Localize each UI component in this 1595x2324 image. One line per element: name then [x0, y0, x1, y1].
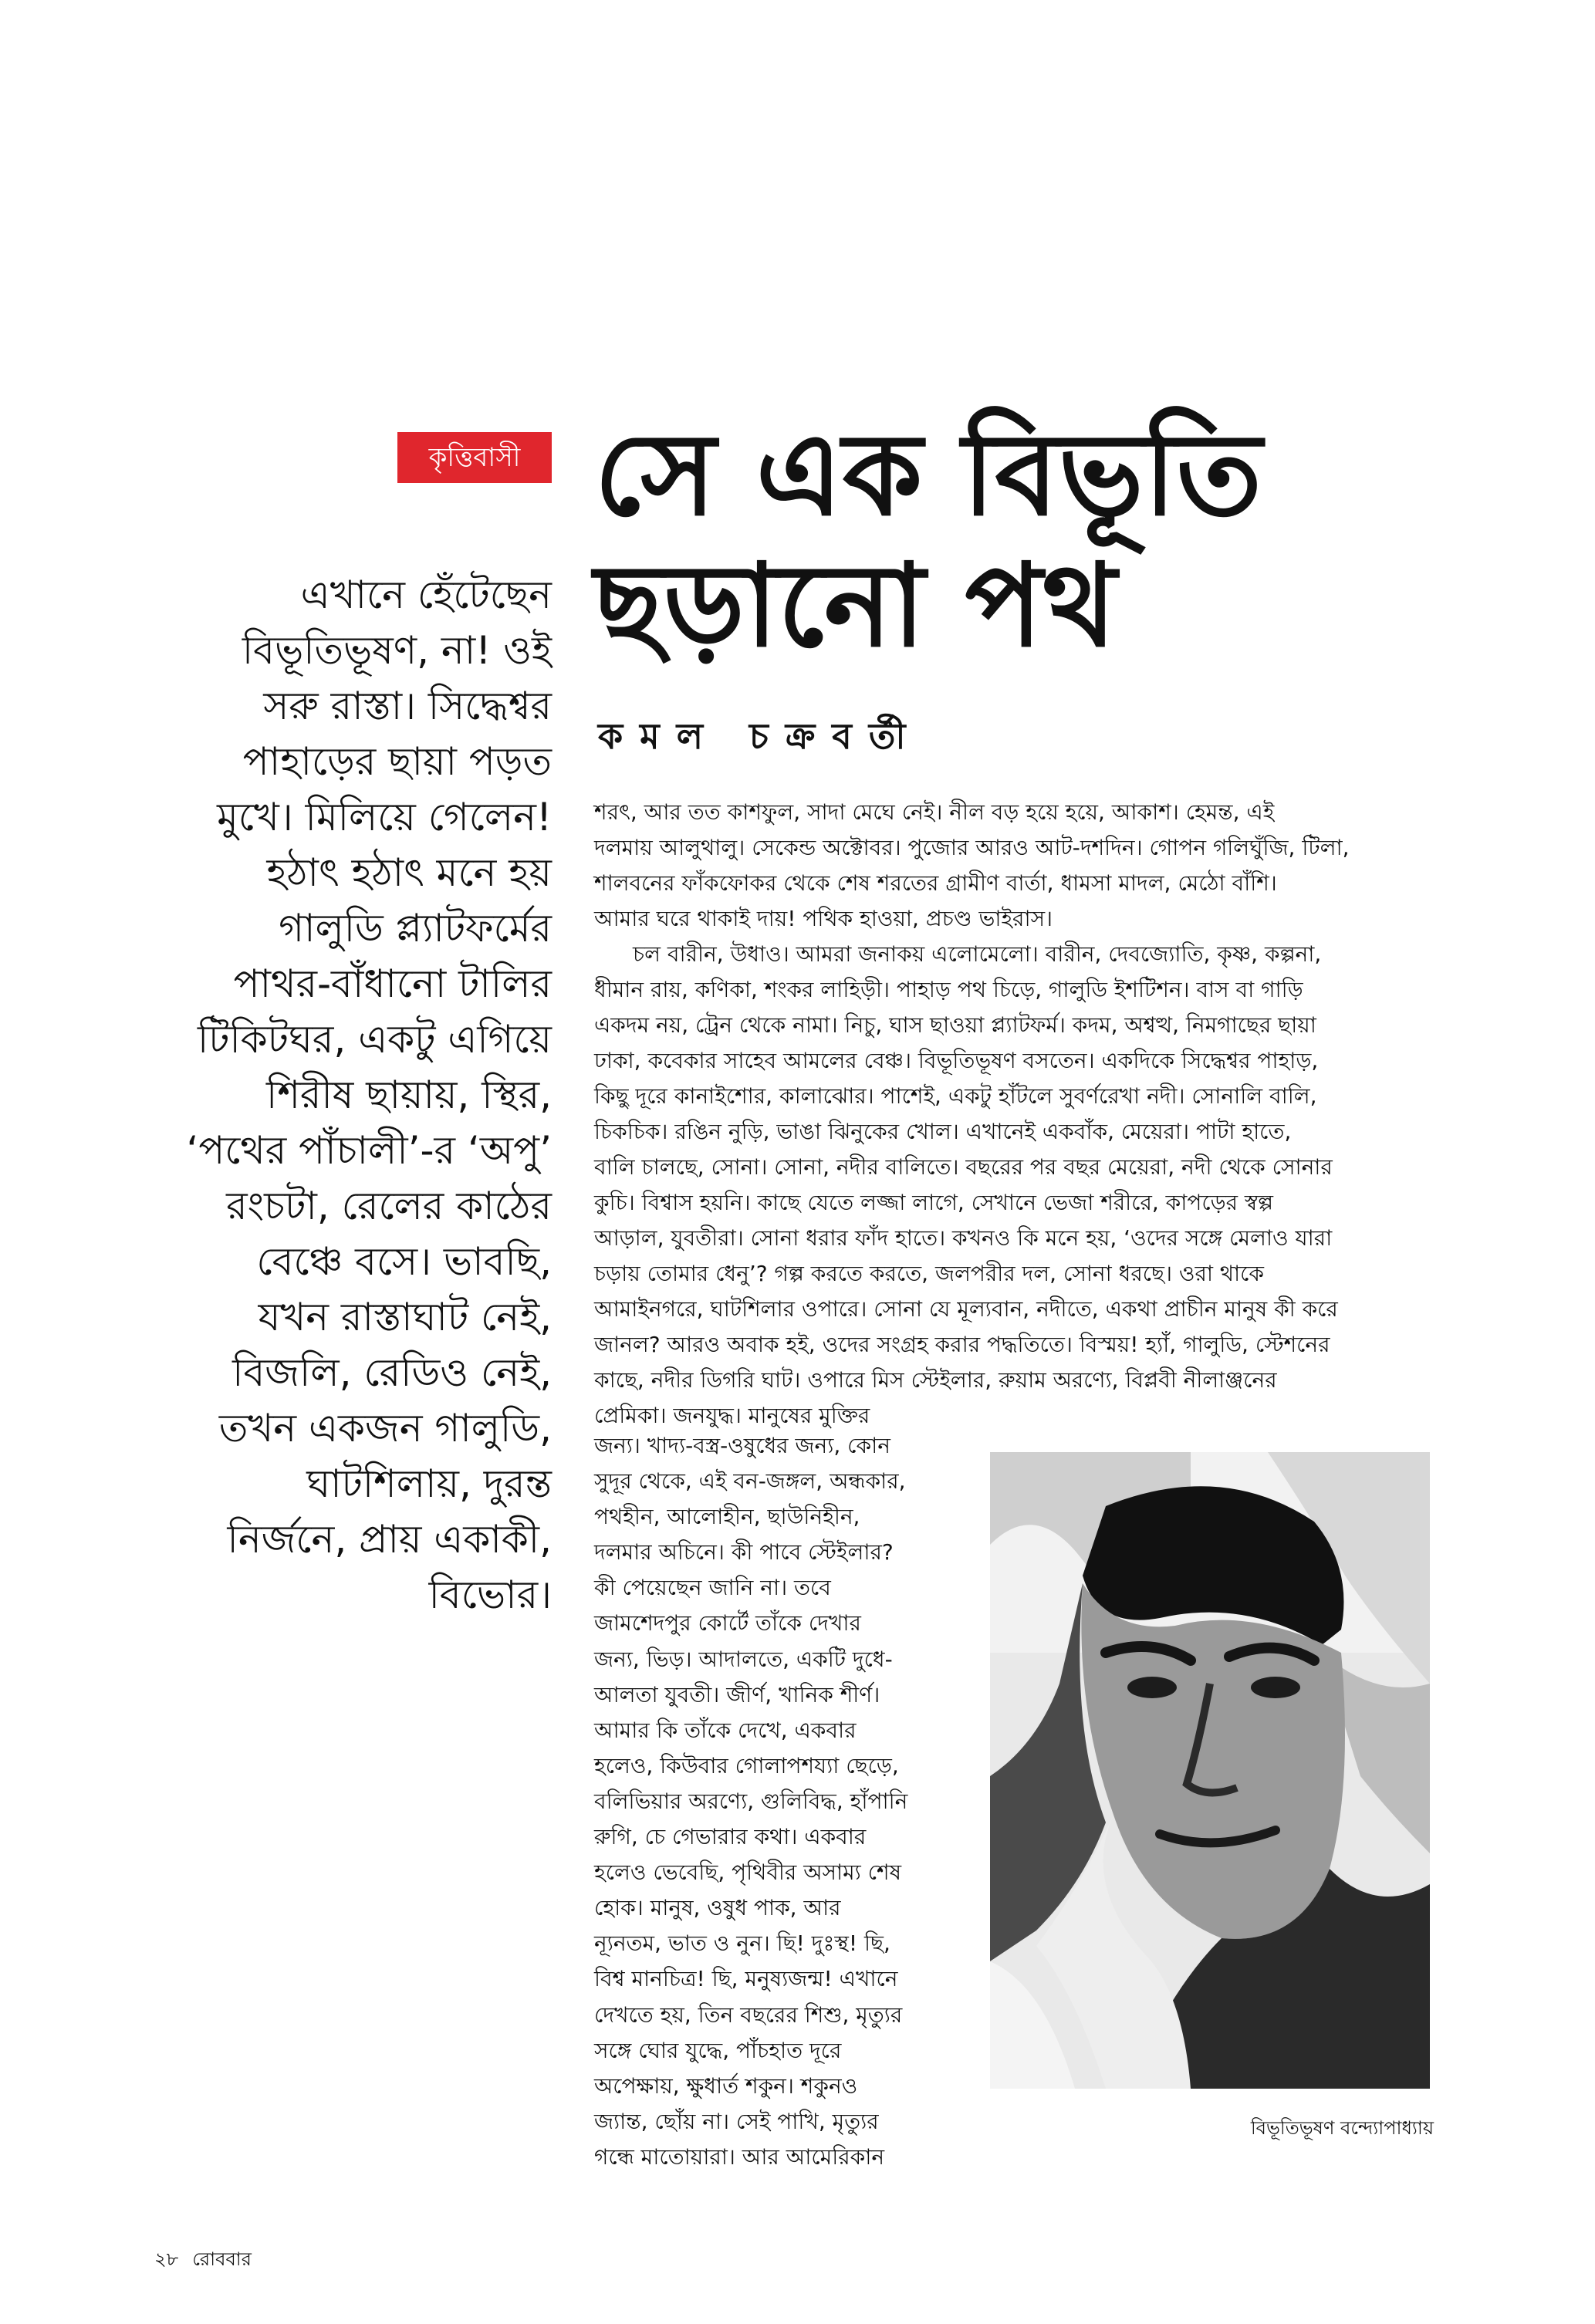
pullquote-line: গালুডি প্ল্যাটফর্মের: [279, 906, 552, 951]
body-line: প্রেমিকা। জনযুদ্ধ। মানুষের মুক্তির: [594, 1403, 870, 1428]
body-line: ন্যূনতম, ভাত ও নুন। ছি! দুঃস্থ! ছি,: [594, 1930, 890, 1957]
body-line: জন্য। খাদ্য-বস্ত্র-ওষুধের জন্য, কোন: [594, 1433, 890, 1458]
body-line: চিকচিক। রঙিন নুড়ি, ভাঙা ঝিনুকের খোল। এখানেই একবাঁক, মেয়েরা। পাটা হাতে,: [594, 1119, 1292, 1144]
body-line: সঙ্গে ঘোর যুদ্ধে, পাঁচহাত দূরে: [594, 2037, 842, 2063]
pullquote-line: পাথর-বাঁধানো টালির: [233, 961, 552, 1006]
body-line: কী পেয়েছেন জানি না। তবে: [594, 1575, 831, 1601]
body-line: চল বারীন, উধাও। আমরা জনাকয় এলোমেলো। বারীন, দেবজ্যোতি, কৃষ্ণ, কল্পনা,: [633, 941, 1322, 967]
portrait-photo: [990, 1452, 1430, 2089]
body-line: গন্ধে মাতোয়ারা। আর আমেরিকান: [594, 2143, 885, 2170]
body-line: কাছে, নদীর ডিগরি ঘাট। ওপারে মিস স্টেইলার, রুয়াম অরণ্যে, বিপ্লবী নীলাঞ্জনের: [594, 1367, 1277, 1393]
pullquote-line: তখন একজন গালুডি,: [218, 1406, 552, 1451]
body-line: বলিভিয়ার অরণ্যে, গুলিবিদ্ধ, হাঁপানি: [594, 1788, 908, 1814]
body-line: বিশ্ব মানচিত্র! ছি, মনুষ্যজন্ম! এখানে: [594, 1966, 898, 1992]
body-line: দলমার অচিনে। কী পাবে স্টেইলার?: [594, 1539, 894, 1566]
body-line: সুদূর থেকে, এই বন-জঙ্গল, অন্ধকার,: [594, 1468, 906, 1495]
body-line: চড়ায় তোমার ধেনু’? গল্প করতে করতে, জলপরীর দল, সোনা ধরছে। ওরা থাকে: [594, 1261, 1265, 1286]
body-line: আমার কি তাঁকে দেখে, একবার: [594, 1717, 857, 1743]
body-line: শরৎ, আর তত কাশফুল, সাদা মেঘে নেই। নীল বড় হয়ে হয়ে, আকাশ। হেমন্ত, এই: [594, 799, 1275, 825]
body-line: জ্যান্ত, ছোঁয় না। সেই পাখি, মৃত্যুর: [594, 2108, 879, 2134]
body-line: পথহীন, আলোহীন, ছাউনিহীন,: [594, 1504, 860, 1530]
body-line: আমার ঘরে থাকাই দায়! পথিক হাওয়া, প্রচণ্ড ভাইরাস।: [594, 906, 1053, 931]
body-line: আড়াল, যুবতীরা। সোনা ধরার ফাঁদ হাতে। কখনও কি মনে হয়, ‘ওদের সঙ্গে মেলাও যারা: [594, 1225, 1333, 1251]
pullquote-line: যখন রাস্তাঘাট নেই,: [258, 1295, 552, 1339]
headline-line-2: ছড়ানো পথ: [594, 539, 1117, 672]
body-line: একদম নয়, ট্রেন থেকে নামা। নিচু, ঘাস ছাওয়া প্ল্যাটফর্ম। কদম, অশ্বত্থ, নিমগাছের ছায়া: [594, 1012, 1316, 1038]
body-line: হলেও ভেবেছি, পৃথিবীর অসাম্য শেষ: [594, 1860, 902, 1886]
section-tag: কৃত্তিবাসী: [397, 432, 552, 483]
pullquote-line: এখানে হেঁটেছেন: [300, 573, 552, 617]
pullquote-line: রংচটা, রেলের কাঠের: [226, 1184, 552, 1228]
body-line: দলমায় আলুথালু। সেকেন্ড অক্টোবর। পুজোর আরও আট-দশদিন। গোপন গলিঘুঁজি, টিলা,: [594, 835, 1350, 860]
pullquote-line: ‘পথের পাঁচালী’-র ‘অপু’: [186, 1128, 552, 1173]
pullquote-line: নির্জনে, প্রায় একাকী,: [227, 1517, 552, 1562]
body-line: দেখতে হয়, তিন বছরের শিশু, মৃত্যুর: [594, 2001, 903, 2028]
body-line: জন্য, ভিড়। আদালতে, একটি দুধে-: [594, 1646, 893, 1672]
publication-name: রোববার: [192, 2248, 252, 2270]
pullquote-line: টিকিটঘর, একটু এগিয়ে: [197, 1017, 552, 1062]
article-body-column: [594, 1428, 965, 2175]
body-line: কিছু দূরে কানাইশোর, কালাঝোর। পাশেই, একটু হাঁটলে সুবর্ণরেখা নদী। সোনালি বালি,: [594, 1083, 1317, 1109]
page-folio: [154, 2245, 265, 2276]
body-line: রুগি, চে গেভারার কথা। একবার: [594, 1824, 867, 1850]
pullquote-line: পাহাড়ের ছায়া পড়ত: [242, 739, 552, 784]
body-line: কুচি। বিশ্বাস হয়নি। কাছে যেতে লজ্জা লাগে, সেখানে ভেজা শরীরে, কাপড়ের স্বল্প: [594, 1190, 1273, 1215]
body-line: জানল? আরও অবাক হই, ওদের সংগ্রহ করার পদ্ধতিতে। বিস্ময়! হ্যাঁ, গালুডি, স্টেশনের: [594, 1332, 1330, 1357]
body-line: ঢাকা, কবেকার সাহেব আমলের বেঞ্চ। বিভূতিভূষণ বসতেন। একদিকে সিদ্ধেশ্বর পাহাড়,: [594, 1048, 1319, 1073]
body-line: অপেক্ষায়, ক্ষুধার্ত শকুন। শকুনও: [594, 2072, 858, 2099]
pullquote-line: বিজলি, রেডিও নেই,: [232, 1350, 552, 1395]
pullquote-line: হঠাৎ হঠাৎ মনে হয়: [266, 850, 552, 895]
body-line: ধীমান রায়, কণিকা, শংকর লাহিড়ী। পাহাড় পথ চিড়ে, গালুডি ইশটিশন। বাস বা গাড়ি: [594, 977, 1303, 1002]
body-line: হোক। মানুষ, ওষুধ পাক, আর: [594, 1895, 841, 1921]
pullquote-line: শিরীষ ছায়ায়, স্থির,: [266, 1072, 552, 1117]
pullquote-line: বেঞ্চে বসে। ভাবছি,: [256, 1239, 552, 1284]
pullquote-line: ঘাটশিলায়, দুরন্ত: [306, 1461, 552, 1506]
pullquote-line: সরু রাস্তা। সিদ্ধেশ্বর: [263, 684, 552, 728]
body-line: আমাইনগরে, ঘাটশিলার ওপারে। সোনা যে মূল্যবান, নদীতে, একথা প্রাচীন মানুষ কী করে: [594, 1296, 1338, 1322]
photo-caption: বিভূতিভূষণ বন্দ্যোপাধ্যায়: [1250, 2117, 1434, 2139]
body-line: বালি চালছে, সোনা। সোনা, নদীর বালিতে। বছরের পর বছর মেয়েরা, নদী থেকে সোনার: [594, 1154, 1333, 1180]
body-line: হলেও, কিউবার গোলাপশয্যা ছেড়ে,: [594, 1752, 899, 1778]
body-line: জামশেদপুর কোর্টে তাঁকে দেখার: [594, 1610, 861, 1637]
pullquote-line: বিভোর।: [428, 1572, 552, 1617]
headline-line-1: সে এক বিভূতি: [594, 408, 1262, 541]
page-number: ২৮: [154, 2248, 179, 2270]
pullquote-line: বিভূতিভূষণ, না! ওই: [242, 628, 552, 673]
body-line: শালবনের ফাঁকফোকর থেকে শেষ শরতের গ্রামীণ বার্তা, ধামসা মাদল, মেঠো বাঁশি।: [594, 870, 1277, 896]
body-line: আলতা যুবতী। জীর্ণ, খানিক শীর্ণ।: [594, 1681, 880, 1708]
article-body: [594, 795, 1516, 1434]
pullquote: [154, 567, 552, 1623]
byline: কমল চক্রবর্তী: [598, 715, 923, 757]
headline: [594, 409, 1520, 671]
pullquote-line: মুখে। মিলিয়ে গেলেন!: [217, 795, 552, 839]
